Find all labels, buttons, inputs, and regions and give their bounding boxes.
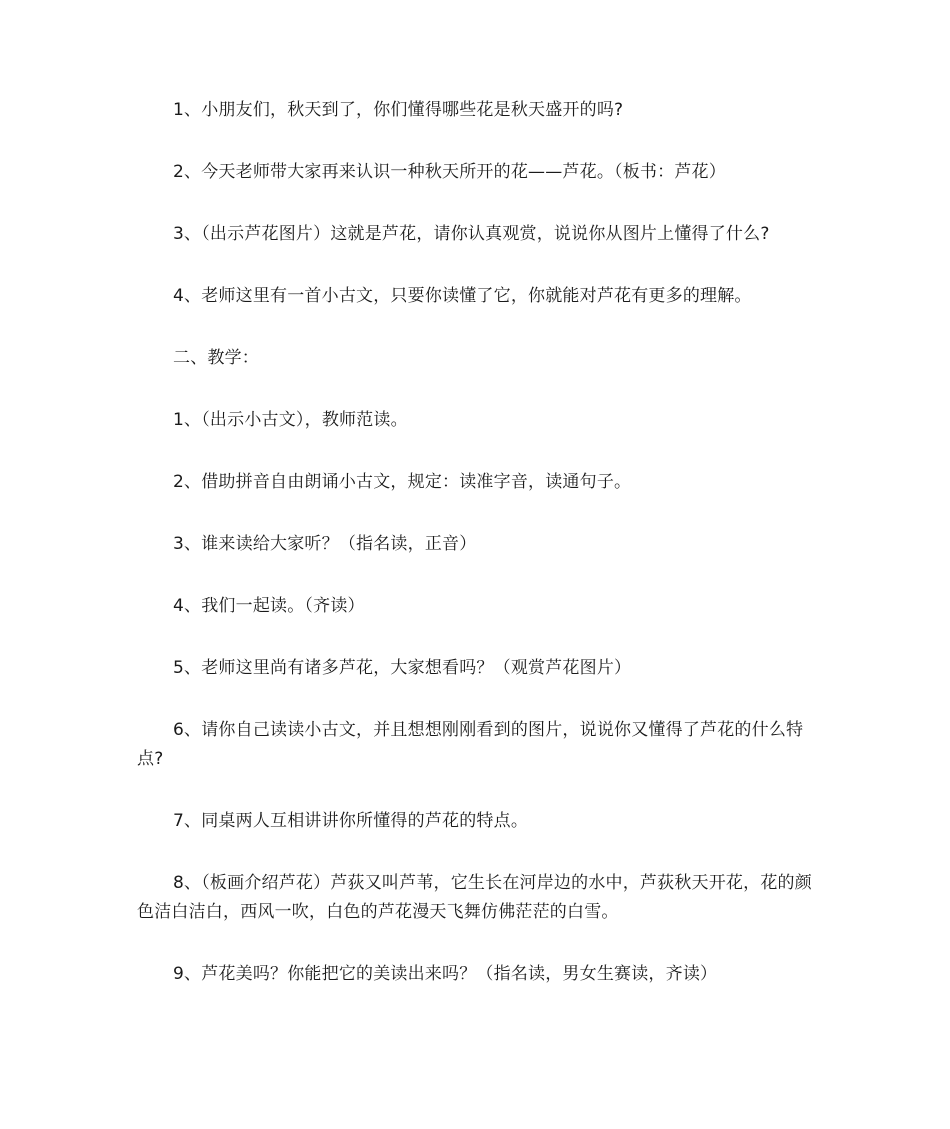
paragraph-intro-1: 1、小朋友们，秋天到了，你们懂得哪些花是秋天盛开的吗? [173,100,624,120]
paragraph-teaching-2: 2、借助拼音自由朗诵小古文，规定：读准字音，读通句子。 [173,472,632,492]
section-heading-teaching: 二、教学： [173,348,259,368]
paragraph-teaching-4: 4、我们一起读。（齐读） [173,596,365,616]
paragraph-teaching-3: 3、谁来读给大家听？（指名读，正音） [173,534,477,554]
paragraph-intro-4: 4、老师这里有一首小古文，只要你读懂了它，你就能对芦花有更多的理解。 [173,286,752,306]
paragraph-teaching-7: 7、同桌两人互相讲讲你所懂得的芦花的特点。 [173,811,529,831]
paragraph-teaching-5: 5、老师这里尚有诸多芦花，大家想看吗？（观赏芦花图片） [173,658,632,678]
document-body [137,96,821,1022]
paragraph-intro-3: 3、（出示芦花图片）这就是芦花，请你认真观赏，说说你从图片上懂得了什么? [173,224,770,244]
paragraph-teaching-8: 8、（板画介绍芦花）芦荻又叫芦苇，它生长在河岸边的水中，芦荻秋天开花，花的颜色洁白洁白，西风一吹，白色的芦花漫天飞舞仿佛茫茫的白雪。 [137,873,812,922]
paragraph-teaching-6: 6、请你自己读读小古文，并且想想刚刚看到的图片，说说你又懂得了芦花的什么特点? [137,720,804,769]
paragraph-teaching-9: 9、芦花美吗？你能把它的美读出来吗？（指名读，男女生赛读，齐读） [173,964,718,984]
paragraph-teaching-1: 1、（出示小古文），教师范读。 [173,410,408,430]
paragraph-intro-2: 2、今天老师带大家再来认识一种秋天所开的花——芦花。（板书：芦花） [173,162,726,182]
